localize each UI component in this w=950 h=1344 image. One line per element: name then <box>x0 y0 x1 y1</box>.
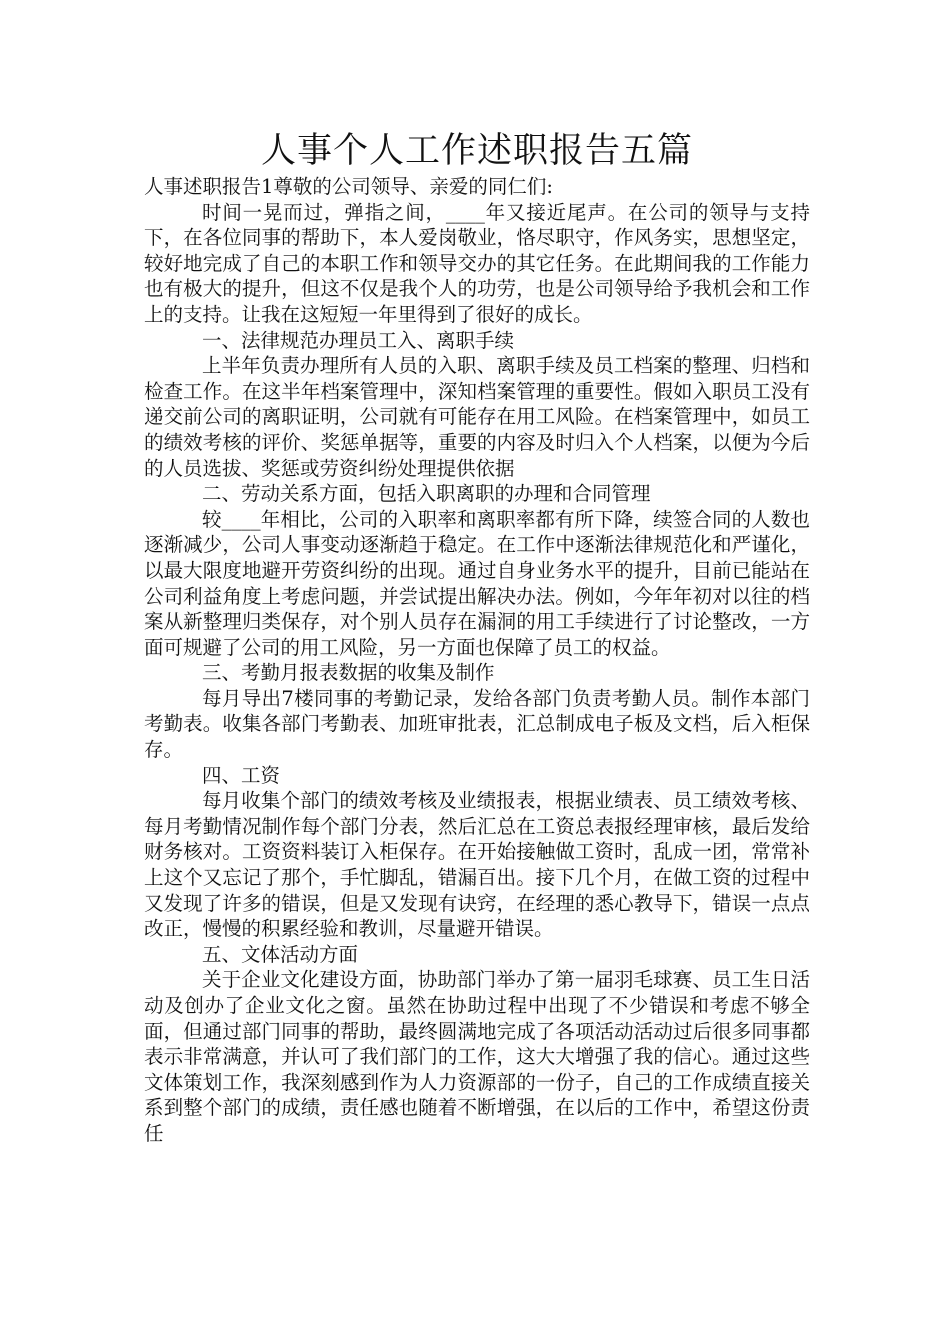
body-paragraph: 二、劳动关系方面，包括入职离职的办理和合同管理 <box>202 482 651 506</box>
body-paragraph: 五、文体活动方面 <box>202 942 359 966</box>
body-paragraph: 每月收集个部门的绩效考核及业绩报表，根据业绩表、员工绩效考核、每月考勤情况制作每个部门分表，然后汇总在工资总表报经理审核，最后发给财务核对。工资资料装订入柜保存。在开始接触做工资时，乱成一团，常常补上这个又忘记了那个，手忙脚乱，错漏百出。接下几个月，在做工资的过程中又发现了许多的错误，但是又发现有诀窍，在经理的悉心教导下，错误一点点改正，慢慢的积累经验和教训，尽量避开错误。 <box>144 789 810 941</box>
body-paragraph: 较____年相比，公司的入职率和离职率都有所下降，续签合同的人数也逐渐减少，公司人事变动逐渐趋于稳定。在工作中逐渐法律规范化和严谨化，以最大限度地避开劳资纠纷的出现。通过自身业务水平的提升，目前已能站在公司利益角度上考虑问题，并尝试提出解决办法。例如，今年年初对以往的档案从新整理归类保存，对个别人员存在漏洞的用工手续进行了讨论整改，一方面可规避了公司的用工风险，另一方面也保障了员工的权益。 <box>144 507 810 659</box>
body-paragraph: 时间一晃而过，弹指之间，____年又接近尾声。在公司的领导与支持下，在各位同事的帮助下，本人爱岗敬业，恪尽职守，作风务实，思想坚定，较好地完成了自己的本职工作和领导交办的其它任务。在此期间我的工作能力也有极大的提升，但这不仅是我个人的功劳，也是公司领导给予我机会和工作上的支持。让我在这短短一年里得到了很好的成长。 <box>144 200 810 326</box>
body-paragraph: 三、考勤月报表数据的收集及制作 <box>202 661 495 685</box>
body-paragraph: 关于企业文化建设方面，协助部门举办了第一届羽毛球赛、员工生日活动及创办了企业文化之窗。虽然在协助过程中出现了不少错误和考虑不够全面，但通过部门同事的帮助，最终圆满地完成了各项活动活动过后很多同事都表示非常满意，并认可了我们部门的工作，这大大增强了我的信心。通过这些文体策划工作，我深刻感到作为人力资源部的一份子，自己的工作成绩直接关系到整个部门的成绩，责任感也随着不断增强，在以后的工作中，希望这份责任 <box>144 968 810 1145</box>
document-title: 人事个人工作述职报告五篇 <box>260 131 693 171</box>
body-paragraph: 上半年负责办理所有人员的入职、离职手续及员工档案的整理、归档和检查工作。在这半年档案管理中，深知档案管理的重要性。假如入职员工没有递交前公司的离职证明，公司就有可能存在用工风险。在档案管理中，如员工的绩效考核的评价、奖惩单据等，重要的内容及时归入个人档案，以便为今后的人员选拔、奖惩或劳资纠纷处理提供依据 <box>144 354 810 480</box>
body-paragraph: 一、法律规范办理员工入、离职手续 <box>202 328 515 352</box>
body-paragraph: 每月导出7楼同事的考勤记录，发给各部门负责考勤人员。制作本部门考勤表。收集各部门考勤表、加班审批表，汇总制成电子板及文档，后入柜保存。 <box>144 686 810 762</box>
document-body <box>144 174 810 1147</box>
body-paragraph: 人事述职报告1尊敬的公司领导、亲爱的同仁们: <box>144 175 553 198</box>
body-paragraph: 四、工资 <box>202 763 281 787</box>
document-page <box>144 128 810 1147</box>
